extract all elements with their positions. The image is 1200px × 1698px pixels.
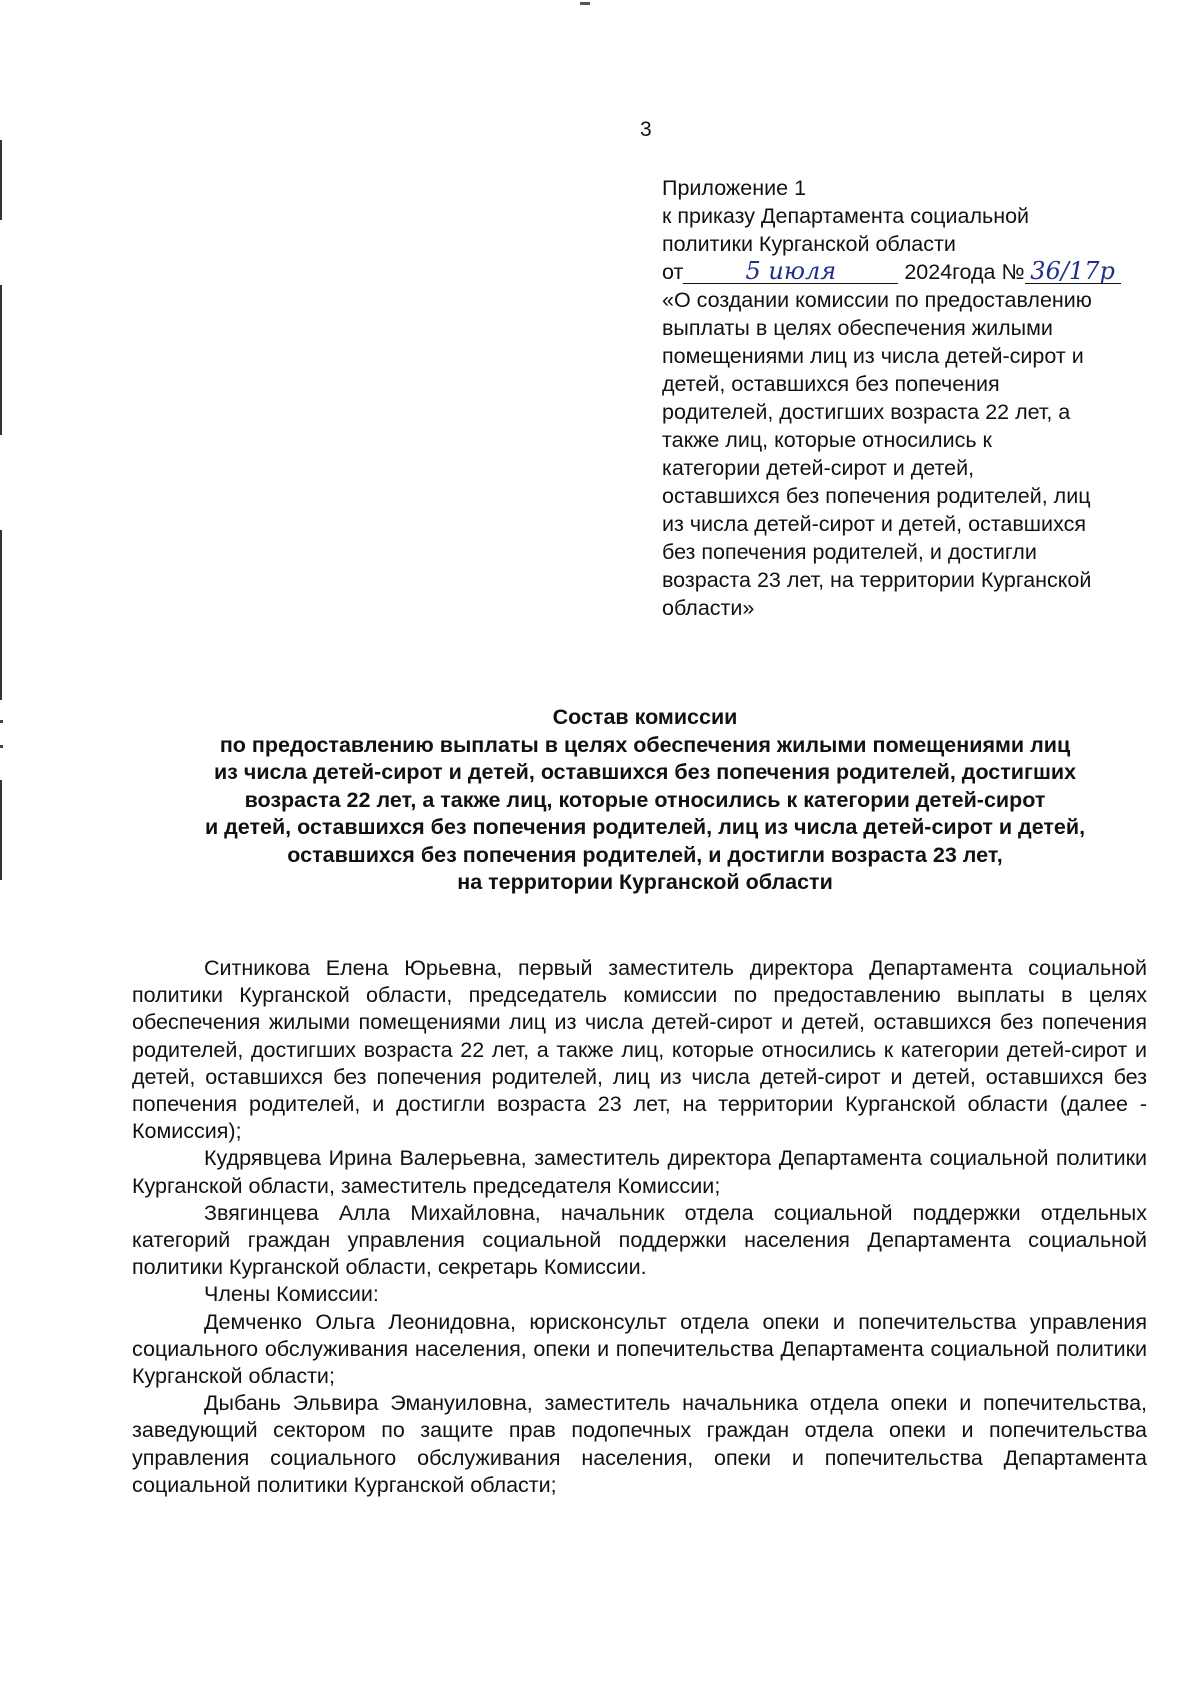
heading-title: Состав комиссии <box>552 705 738 729</box>
subject-line: помещениями лиц из числа детей-сирот и <box>662 344 1084 368</box>
member-paragraph: Кудрявцева Ирина Валерьевна, заместитель директора Департамента социальной политики Курганской области, заместитель председателя Комиссии; <box>132 1146 1147 1198</box>
year-text: 2024года № <box>904 260 1025 284</box>
appendix-block <box>662 174 1182 622</box>
scan-artifact-edge <box>0 780 2 880</box>
member-paragraph: Звягинцева Алла Михайловна, начальник отдела социальной поддержки отдельных категорий граждан управления социальной поддержки населения Департамента социальной политики Курганской области, секретарь Комиссии. <box>132 1200 1147 1280</box>
subject-line: «О создании комиссии по предоставлению <box>662 288 1092 312</box>
handwritten-date: 5 июля <box>683 259 898 284</box>
heading-line: оставшихся без попечения родителей, и достигли возраста 23 лет, <box>287 842 1003 867</box>
subject-line: выплаты в целях обеспечения жилыми <box>662 316 1053 340</box>
heading-line: из числа детей-сирот и детей, оставшихся без попечения родителей, достигших <box>213 760 1077 784</box>
appendix-line: к приказу Департамента социальной <box>662 204 1030 228</box>
page-number: 3 <box>640 118 652 141</box>
member-paragraph: Ситникова Елена Юрьевна, первый заместитель директора Департамента социальной политики Курганской области, председатель комиссии по предоставлению выплаты в целях обеспечения жилыми помещениями лиц из числа детей-сирот и детей, оставшихся без попечения родителей, достигших возраста 22 лет, а также лиц, которые относились к категории детей-сирот и детей, оставшихся без попечения родителей, лиц из числа детей-сирот и детей, оставшихся без попечения родителей, и достигли возраста 23 лет, на территории Курганской области (далее - Комиссия); <box>132 956 1147 1144</box>
subject-line: категории детей-сирот и детей, <box>662 456 975 480</box>
heading-line: по предоставлению выплаты в целях обеспечения жилыми помещениями лиц <box>219 732 1071 757</box>
subject-line: возраста 23 лет, на территории Курганской <box>662 568 1092 592</box>
scan-artifact-top <box>580 2 590 5</box>
appendix-title: Приложение 1 <box>662 176 807 200</box>
member-paragraph: Дыбань Эльвира Эмануиловна, заместитель начальника отдела опеки и попечительства, заведующий сектором по защите прав подопечных граждан отдела опеки и попечительства управления социального обслуживания населения, опеки и попечительства Департамента социальной политики Курганской области; <box>132 1391 1147 1497</box>
heading-line: возраста 22 лет, а также лиц, которые относились к категории детей-сирот <box>244 787 1046 812</box>
subject-line: детей, оставшихся без попечения <box>662 372 1000 396</box>
date-prefix: от <box>662 260 684 284</box>
scan-artifact-dot <box>0 720 3 723</box>
document-heading <box>120 704 1170 897</box>
scan-artifact-dot <box>0 745 3 748</box>
subject-line: также лиц, которые относились к <box>662 428 992 452</box>
handwritten-order-number: 36/17р <box>1025 259 1121 284</box>
member-paragraph: Демченко Ольга Леонидовна, юрисконсульт отдела опеки и попечительства управления социального обслуживания населения, опеки и попечительства Департамента социальной политики Курганской области; <box>132 1309 1147 1389</box>
heading-line: и детей, оставшихся без попечения родителей, лиц из числа детей-сирот и детей, <box>204 815 1086 839</box>
commission-members-list <box>132 955 1147 1499</box>
heading-line: на территории Курганской области <box>457 870 833 894</box>
subject-line: области» <box>662 596 755 620</box>
appendix-line: политики Курганской области <box>662 232 956 256</box>
scan-artifact-edge <box>0 140 2 220</box>
subject-line: из числа детей-сирот и детей, оставшихся <box>662 512 1086 536</box>
subject-line: оставшихся без попечения родителей, лиц <box>662 484 1091 508</box>
members-subheading: Члены Комиссии: <box>204 1282 379 1307</box>
scan-artifact-edge <box>0 530 2 700</box>
order-date-line <box>662 258 1182 286</box>
subject-line: без попечения родителей, и достигли <box>662 540 1037 564</box>
subject-line: родителей, достигших возраста 22 лет, а <box>662 400 1071 424</box>
scan-artifact-edge <box>0 285 2 435</box>
